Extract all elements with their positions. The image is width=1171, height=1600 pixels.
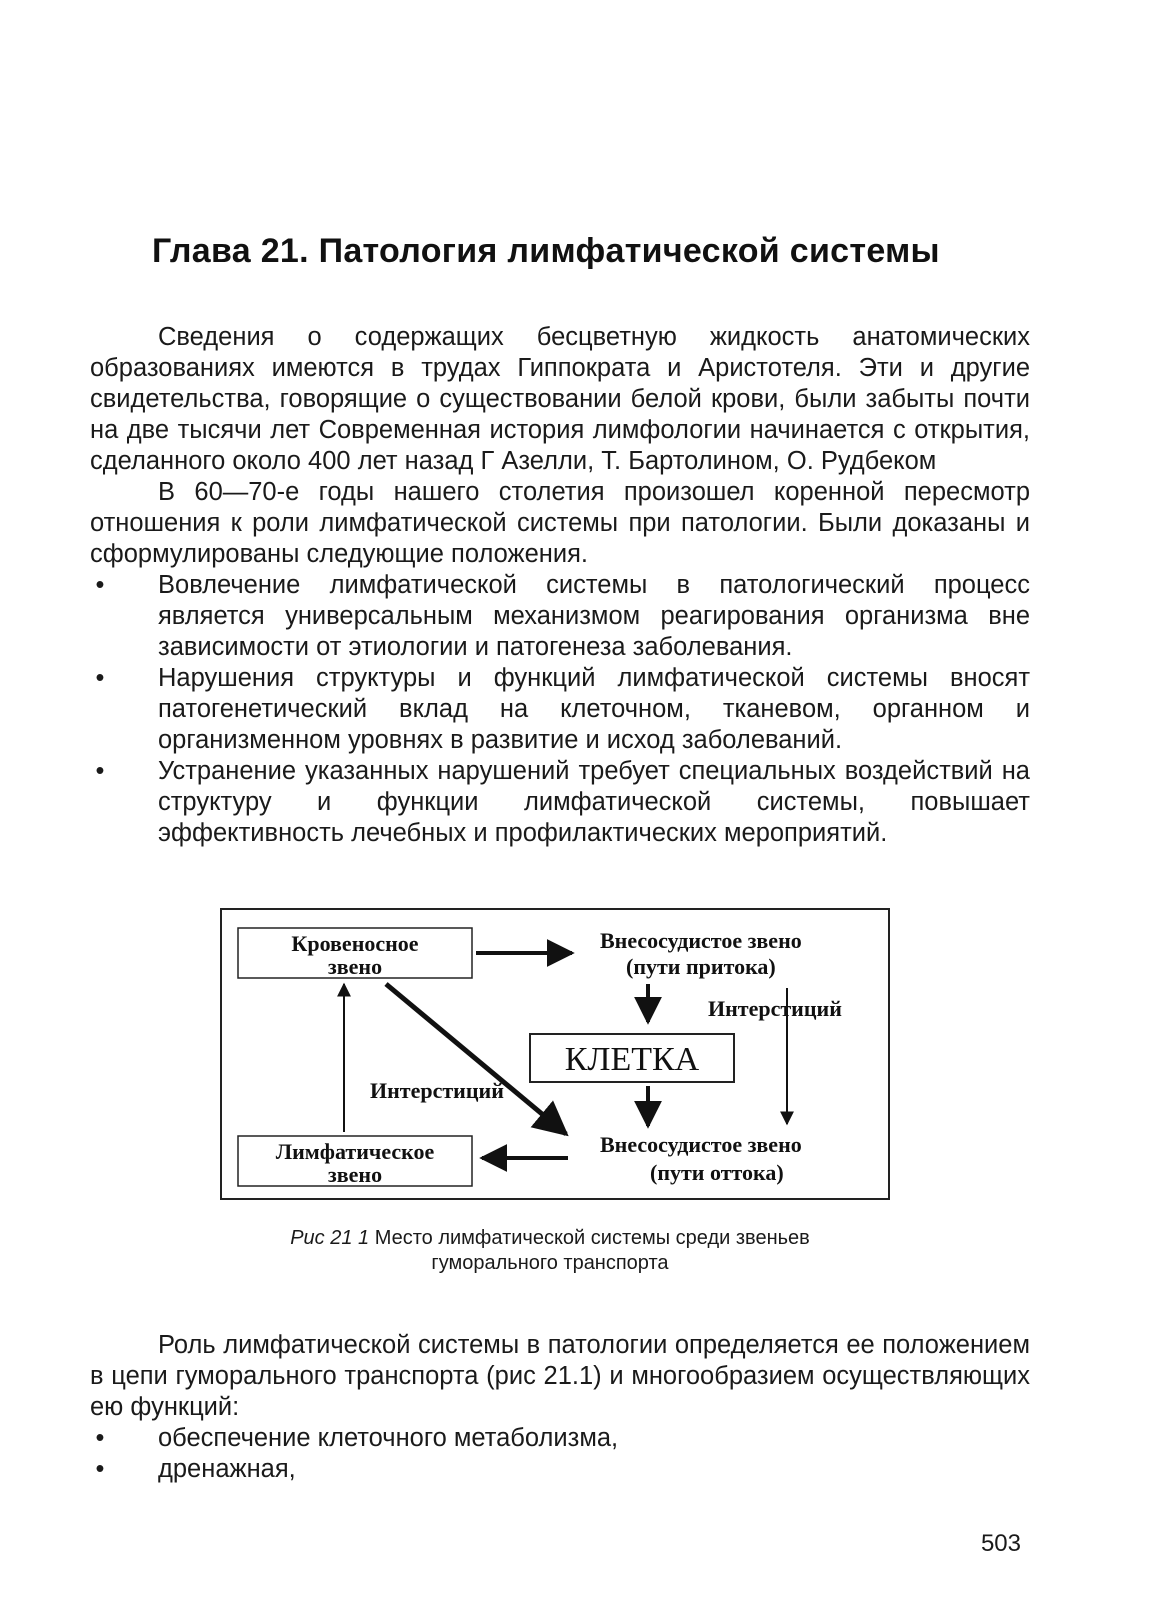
figure-caption	[180, 1226, 920, 1276]
blood-link-label-line2: звено	[327, 954, 383, 979]
bullet-list-positions	[90, 570, 1030, 849]
list-item-text: Устранение указанных нарушений требует специальных воздействий на структуру и функции лимфатической системы, повышает эффективность лечебных и профилактических мероприятий.	[158, 757, 1030, 847]
page-number: 503	[980, 1530, 1021, 1557]
inflow-link-label-line1: Внесосудистое звено	[600, 928, 802, 953]
bullet-list-functions	[90, 1423, 1030, 1485]
caption-label: Рис 21 1	[290, 1227, 370, 1249]
caption-text-line1: Место лимфатической системы среди звеньев	[374, 1227, 810, 1249]
intro-text	[90, 322, 1030, 849]
role-text	[90, 1330, 1030, 1485]
list-item	[90, 1454, 1030, 1485]
bullet-icon: •	[95, 757, 105, 785]
paragraph-role: Роль лимфатической системы в патологии определяется ее положением в цепи гуморального транспорта (рис 21.1) и многообразием осуществляющих ею функций:	[90, 1331, 1030, 1421]
figure-diagram	[220, 908, 890, 1200]
list-item	[90, 1423, 1030, 1454]
caption-text-line2: гуморального транспорта	[431, 1252, 669, 1274]
outflow-link-label-line1: Внесосудистое звено	[600, 1132, 802, 1157]
list-item-text: Нарушения структуры и функций лимфатической системы вносят патогенетический вклад на клеточном, тканевом, органном и организменном уровнях в развитие и исход заболеваний.	[158, 664, 1030, 754]
bullet-icon: •	[95, 571, 105, 599]
bullet-icon: •	[95, 664, 105, 692]
list-item-text: дренажная,	[158, 1455, 296, 1483]
caption-line1	[180, 1226, 920, 1251]
list-item	[90, 663, 1030, 756]
cell-label: КЛЕТКА	[564, 1041, 700, 1078]
outflow-link-label-line2: (пути оттока)	[650, 1160, 784, 1185]
list-item	[90, 570, 1030, 663]
bullet-icon: •	[95, 1455, 105, 1483]
list-item	[90, 756, 1030, 849]
interstitium-right-label: Интерстиций	[708, 996, 842, 1021]
chapter-title: Глава 21. Патология лимфатической системы	[152, 232, 940, 270]
blood-link-label-line1: Кровеносное	[291, 931, 419, 956]
paragraph-revision: В 60—70-е годы нашего столетия произошел коренной пересмотр отношения к роли лимфатической системы при патологии. Были доказаны и сформулированы следующие положения.	[90, 478, 1030, 568]
interstitium-left-label: Интерстиций	[370, 1078, 504, 1103]
inflow-link-label-line2: (пути притока)	[626, 954, 776, 979]
figure-humoral-transport	[220, 908, 890, 1200]
list-item-text: обеспечение клеточного метаболизма,	[158, 1424, 619, 1452]
lymph-link-label-line2: звено	[327, 1162, 383, 1187]
bullet-icon: •	[95, 1424, 105, 1452]
list-item-text: Вовлечение лимфатической системы в патологический процесс является универсальным механизмом реагирования организма вне зависимости от этиологии и патогенеза заболевания.	[158, 571, 1030, 661]
lymph-link-label-line1: Лимфатическое	[275, 1139, 435, 1164]
paragraph-history: Сведения о содержащих бесцветную жидкость анатомических образованиях имеются в трудах Гиппократа и Аристотеля. Эти и другие свидетельства, говорящие о существовании белой крови, были забыты почти на две тысячи лет Современная история лимфологии начинается с открытия, сделанного около 400 лет назад Г Азелли, Т. Бартолином, О. Рудбеком	[90, 323, 1030, 475]
